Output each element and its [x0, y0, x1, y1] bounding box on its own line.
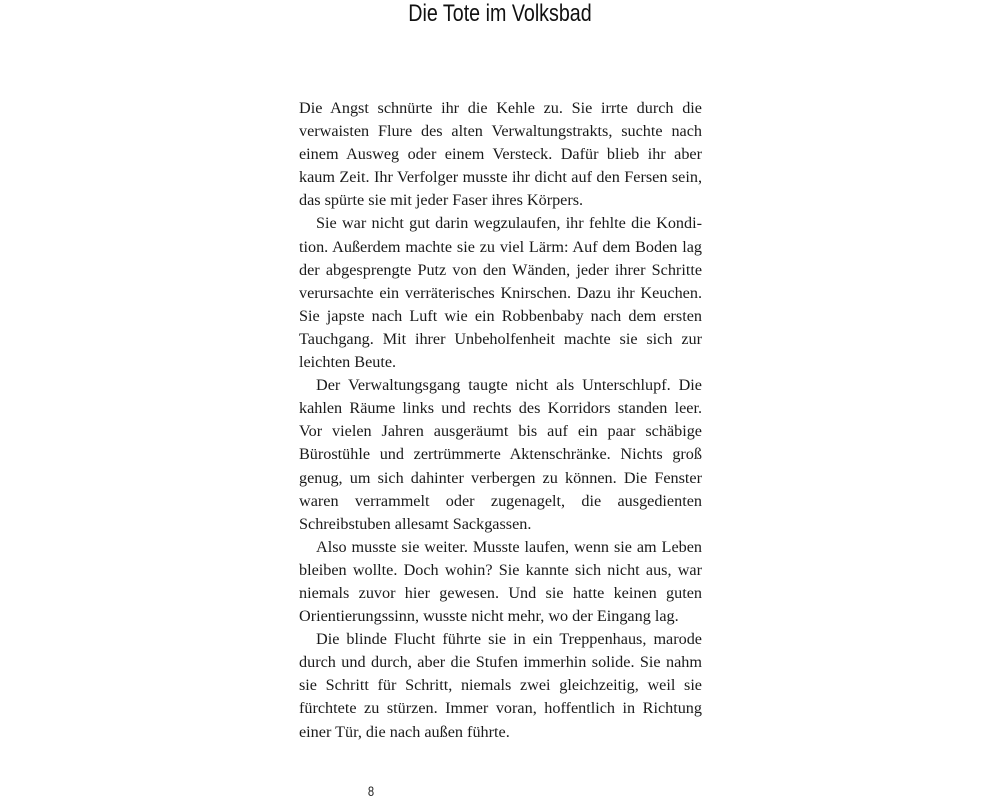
paragraph-1: Die Angst schnürte ihr die Kehle zu. Sie irrte durch die verwaisten Flure des alten Verwaltungstrakts, suchte nach einem Ausweg oder einem Versteck. Dafür blieb ihr aber kaum Zeit. Ihr Verfolger musste ihr dicht auf den Fersen sein, das spürte sie mit jeder Faser ihres Körpers.	[299, 99, 702, 210]
paragraph-5: Die blinde Flucht führte sie in ein Treppenhaus, marode durch und durch, aber die Stufen immerhin solide. Sie nahm sie Schritt für Schritt, niemals zwei gleichzeitig, weil sie fürchtete zu stürzen. Immer voran, hoffentlich in Richtung einer Tür, die nach außen führte.	[299, 630, 702, 741]
paragraph-3: Der Verwaltungsgang taugte nicht als Unterschlupf. Die kahlen Räume links und rechts des Korridors standen leer. Vor vielen Jahren ausgeräumt bis auf ein paar schäbige Bürostühle und zertrümmerte Aktenschränke. Nichts groß genug, um sich dahinter verbergen zu können. Die Fenster waren verrammelt oder zugenagelt, die ausgedienten Schreibstuben allesamt Sackgassen.	[299, 376, 702, 533]
page-number: 8	[367, 783, 375, 799]
running-title: Die Tote im Volksbad	[408, 0, 592, 27]
paragraph-4: Also musste sie weiter. Musste laufen, wenn sie am Leben bleiben wollte. Doch wohin? Sie kannte sich nicht aus, war niemals zuvor hier gewesen. Und sie hatte keinen guten Orientierungssinn, wusste nicht mehr, wo der Eingang lag.	[299, 537, 702, 626]
body-text	[299, 97, 702, 744]
paragraph-2: Sie war nicht gut darin wegzulaufen, ihr fehlte die Kondition. Außerdem machte sie zu viel Lärm: Auf dem Boden lag der abgesprengte Putz von den Wänden, jeder ihrer Schritte verursachte ein verräterisches Knirschen. Dazu ihr Keuchen. Sie japste nach Luft wie ein Robbenbaby nach dem ersten Tauchgang. Mit ihrer Unbeholfenheit machte sie sich zur leichten Beute.	[299, 214, 702, 372]
